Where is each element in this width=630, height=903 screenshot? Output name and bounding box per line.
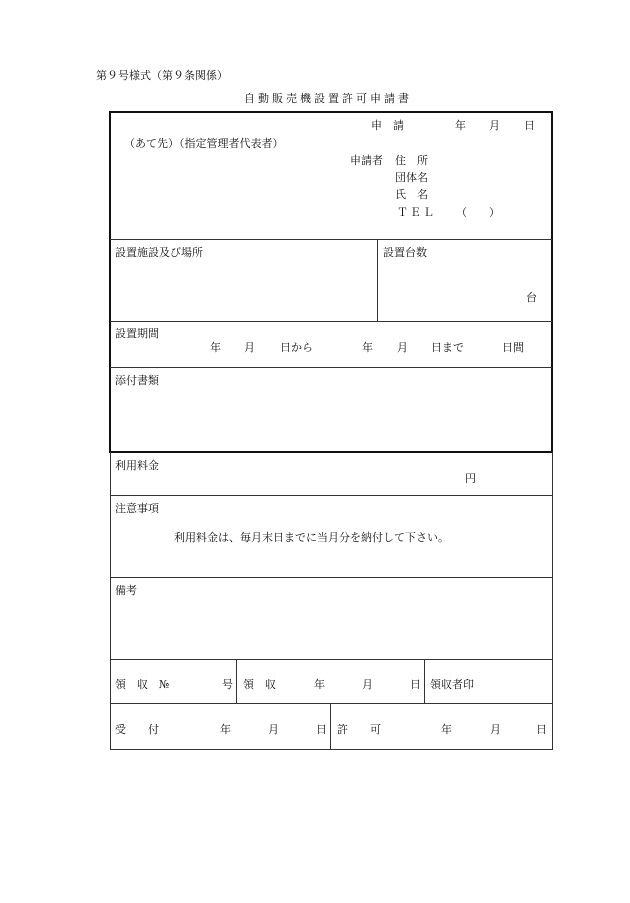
machine-count-unit: 台 bbox=[526, 291, 537, 304]
table-bottom bbox=[110, 749, 553, 750]
addressee: （あて先）（指定管理者代表者） bbox=[124, 137, 284, 150]
lower-left-border bbox=[110, 452, 111, 750]
period-from: 日から bbox=[280, 341, 313, 354]
period-days: 日間 bbox=[502, 341, 524, 354]
permit-label: 許 可 bbox=[337, 723, 381, 736]
form-number: 第９号様式（第９条関係） bbox=[96, 69, 228, 82]
period-year-1: 年 bbox=[210, 341, 221, 354]
divider-notes-bottom bbox=[110, 577, 552, 578]
divider-facility-bottom bbox=[110, 321, 552, 322]
divider-facility bbox=[377, 239, 378, 321]
period-month-2: 月 bbox=[397, 341, 408, 354]
receipt-day: 日 bbox=[410, 678, 421, 691]
tel-parens: （ ） bbox=[456, 206, 500, 219]
divider-receipt-1 bbox=[236, 659, 237, 703]
divider-period-bottom bbox=[110, 367, 552, 368]
receipt-date-label: 領 収 bbox=[243, 678, 276, 691]
lower-right-border bbox=[552, 452, 553, 750]
notes-label: 注意事項 bbox=[115, 502, 159, 515]
period-month-1: 月 bbox=[244, 341, 255, 354]
fee-unit: 円 bbox=[465, 472, 476, 485]
divider-fee-bottom bbox=[110, 495, 552, 496]
form-title: 自動販売機設置許可申請書 bbox=[244, 92, 412, 105]
receipt-year: 年 bbox=[314, 678, 325, 691]
tel-label: ＴＥＬ bbox=[397, 206, 436, 219]
fee-label: 利用料金 bbox=[115, 459, 159, 472]
reception-month: 月 bbox=[268, 723, 279, 736]
reception-year: 年 bbox=[220, 723, 231, 736]
address-label: 住 所 bbox=[395, 154, 428, 167]
divider-applicant bbox=[110, 239, 552, 240]
applicant-frame bbox=[109, 111, 553, 453]
reception-label: 受 付 bbox=[115, 723, 159, 736]
facility-place-label: 設置施設及び場所 bbox=[115, 246, 203, 259]
machine-count-label: 設置台数 bbox=[383, 246, 427, 259]
remarks-label: 備考 bbox=[115, 584, 137, 597]
divider-receipt-2 bbox=[424, 659, 425, 703]
period-to: 日まで bbox=[431, 341, 464, 354]
divider-remarks-bottom bbox=[110, 659, 552, 660]
permit-day: 日 bbox=[536, 723, 547, 736]
period-label: 設置期間 bbox=[115, 327, 159, 340]
period-year-2: 年 bbox=[362, 341, 373, 354]
notes-text: 利用料金は、毎月末日までに当月分を納付して下さい。 bbox=[174, 531, 449, 544]
receipt-number-label: 領 収 № bbox=[115, 678, 170, 691]
permit-year: 年 bbox=[441, 723, 452, 736]
receipt-number-unit: 号 bbox=[222, 678, 233, 691]
application-day: 日 bbox=[524, 119, 535, 132]
divider-receipt-bottom bbox=[110, 703, 552, 704]
application-month: 月 bbox=[489, 119, 500, 132]
reception-day: 日 bbox=[316, 723, 327, 736]
applicant-label: 申請者 bbox=[350, 154, 383, 167]
application-date-label: 申 請 bbox=[371, 119, 404, 132]
org-label: 団体名 bbox=[395, 171, 428, 184]
application-year: 年 bbox=[455, 119, 466, 132]
permit-month: 月 bbox=[490, 723, 501, 736]
receipt-month: 月 bbox=[362, 678, 373, 691]
attachments-label: 添付書類 bbox=[115, 374, 159, 387]
divider-reception bbox=[330, 703, 331, 750]
name-label: 氏 名 bbox=[395, 188, 428, 201]
receiver-stamp-label: 領収者印 bbox=[430, 678, 474, 691]
